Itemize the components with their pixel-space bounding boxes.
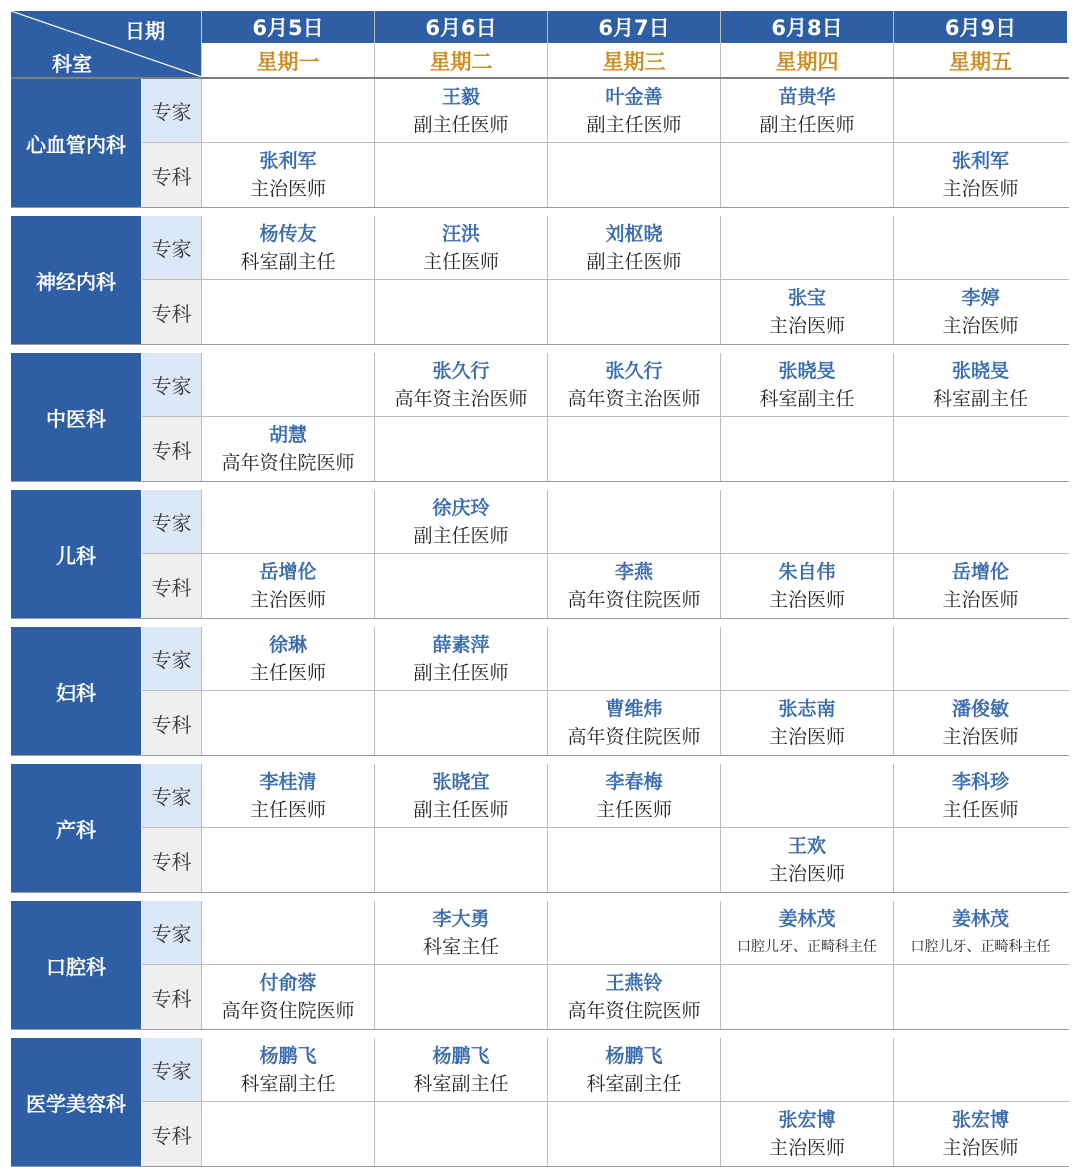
- schedule-cell: [548, 216, 721, 279]
- doctor-name: 付俞蓉: [259, 972, 317, 994]
- schedule-cell: [894, 353, 1067, 416]
- schedule-cell: [202, 627, 375, 690]
- row-type-label: 专科: [142, 965, 202, 1029]
- doctor-title: 口腔儿牙、正畸科主任: [737, 938, 877, 955]
- schedule-cell: [202, 490, 375, 553]
- department-rows: [142, 490, 1069, 618]
- row-type-label: 专科: [142, 554, 202, 618]
- day-column-header: [202, 11, 375, 77]
- doctor-title: 副主任医师: [413, 798, 509, 821]
- department-name: 中医科: [11, 353, 142, 481]
- doctor-name: 杨鹏飞: [259, 1044, 317, 1067]
- expert-row: [142, 1038, 1069, 1102]
- schedule-cell: [548, 901, 721, 964]
- doctor-name: 张宏博: [951, 1109, 1009, 1131]
- schedule-cell: [548, 1102, 721, 1166]
- schedule-cell: [375, 1102, 548, 1166]
- doctor-name: 刘枢晓: [605, 222, 663, 245]
- doctor-title: 科室副主任: [586, 1072, 682, 1095]
- doctor-name: 李桂清: [259, 770, 317, 793]
- schedule-cell: [894, 691, 1067, 755]
- schedule-cell: [202, 143, 375, 207]
- schedule-cell: [721, 1038, 894, 1101]
- doctor-title: 主治医师: [249, 178, 326, 200]
- specialty-row: [142, 417, 1069, 481]
- dept-axis-label: 科室: [52, 52, 92, 76]
- doctor-name: 李婷: [961, 287, 1000, 309]
- weekday-label: 星期二: [375, 44, 547, 77]
- weekday-label: 星期一: [202, 44, 374, 77]
- schedule-cell: [375, 627, 548, 690]
- doctor-name: 叶金善: [605, 85, 663, 108]
- schedule-cell: [721, 828, 894, 892]
- row-type-label: 专家: [142, 216, 202, 279]
- doctor-title: 高年资住院医师: [567, 726, 701, 748]
- weekday-label: 星期五: [894, 44, 1067, 77]
- doctor-name: 曹维炜: [605, 698, 663, 720]
- doctor-title: 科室副主任: [240, 250, 336, 273]
- department-name: 心血管内科: [11, 79, 142, 207]
- doctor-name: 姜林茂: [951, 907, 1009, 930]
- doctor-title: 主任医师: [249, 798, 326, 821]
- department-block: [11, 79, 1069, 208]
- doctor-title: 主治医师: [942, 178, 1019, 200]
- schedule-cell: [548, 627, 721, 690]
- doctor-title: 高年资住院医师: [221, 452, 355, 474]
- schedule-cell: [375, 353, 548, 416]
- doctor-title: 副主任医师: [759, 113, 855, 136]
- doctor-name: 徐庆玲: [432, 496, 490, 519]
- doctor-title: 主治医师: [768, 863, 845, 885]
- doctor-name: 张晓宜: [432, 770, 490, 793]
- schedule-cell: [375, 691, 548, 755]
- schedule-cell: [375, 216, 548, 279]
- schedule-cell: [894, 1102, 1067, 1166]
- doctor-title: 高年资住院医师: [221, 1000, 355, 1022]
- doctor-title: 科室副主任: [932, 387, 1028, 410]
- specialty-row: [142, 828, 1069, 892]
- doctor-name: 岳增伦: [951, 561, 1009, 583]
- doctor-title: 副主任医师: [586, 250, 682, 273]
- doctor-name: 杨鹏飞: [432, 1044, 490, 1067]
- doctor-title: 高年资主治医师: [567, 387, 701, 410]
- schedule-cell: [202, 353, 375, 416]
- schedule-cell: [375, 901, 548, 964]
- schedule-cell: [202, 280, 375, 344]
- doctor-name: 胡慧: [268, 424, 307, 446]
- doctor-title: 副主任医师: [413, 661, 509, 684]
- schedule-cell: [375, 490, 548, 553]
- row-type-label: 专家: [142, 627, 202, 690]
- expert-row: [142, 216, 1069, 280]
- schedule-cell: [548, 417, 721, 481]
- row-type-label: 专科: [142, 143, 202, 207]
- schedule-cell: [894, 627, 1067, 690]
- schedule-cell: [894, 79, 1067, 142]
- row-type-label: 专家: [142, 1038, 202, 1101]
- schedule-cell: [721, 490, 894, 553]
- schedule-cell: [894, 764, 1067, 827]
- schedule-cell: [375, 417, 548, 481]
- expert-row: [142, 627, 1069, 691]
- schedule-cell: [548, 143, 721, 207]
- schedule-cell: [548, 691, 721, 755]
- schedule-cell: [894, 828, 1067, 892]
- schedule-cell: [894, 280, 1067, 344]
- schedule-cell: [894, 143, 1067, 207]
- schedule-cell: [548, 554, 721, 618]
- date-axis-label: 日期: [125, 19, 165, 43]
- expert-row: [142, 901, 1069, 965]
- schedule-cell: [375, 554, 548, 618]
- schedule-cell: [721, 280, 894, 344]
- doctor-title: 主治医师: [942, 589, 1019, 611]
- row-type-label: 专科: [142, 828, 202, 892]
- doctor-name: 王毅: [441, 85, 480, 108]
- doctor-title: 主任医师: [249, 661, 326, 684]
- row-type-label: 专科: [142, 1102, 202, 1166]
- expert-row: [142, 79, 1069, 143]
- diagonal-divider: [11, 11, 202, 77]
- department-rows: [142, 764, 1069, 892]
- date-label: 6月7日: [548, 11, 720, 44]
- doctor-title: 副主任医师: [413, 524, 509, 547]
- department-rows: [142, 353, 1069, 481]
- doctor-name: 张利军: [259, 150, 317, 172]
- doctor-name: 李燕: [614, 561, 653, 583]
- doctor-name: 李大勇: [432, 907, 490, 930]
- doctor-title: 主治医师: [768, 726, 845, 748]
- schedule-cell: [375, 764, 548, 827]
- schedule-cell: [721, 764, 894, 827]
- doctor-title: 科室副主任: [240, 1072, 336, 1095]
- doctor-title: 高年资住院医师: [567, 589, 701, 611]
- department-block: [11, 353, 1069, 482]
- doctor-name: 张晓旻: [778, 359, 836, 382]
- schedule-cell: [894, 901, 1067, 964]
- specialty-row: [142, 691, 1069, 755]
- schedule-cell: [721, 554, 894, 618]
- schedule-cell: [894, 417, 1067, 481]
- doctor-name: 杨传友: [259, 222, 317, 245]
- specialty-row: [142, 143, 1069, 207]
- department-name: 神经内科: [11, 216, 142, 344]
- doctor-title: 副主任医师: [586, 113, 682, 136]
- doctor-title: 口腔儿牙、正畸科主任: [910, 938, 1051, 955]
- specialty-row: [142, 965, 1069, 1029]
- schedule-cell: [202, 901, 375, 964]
- department-rows: [142, 901, 1069, 1029]
- specialty-row: [142, 554, 1069, 618]
- schedule-cell: [202, 691, 375, 755]
- schedule-cell: [375, 965, 548, 1029]
- doctor-title: 主治医师: [768, 315, 845, 337]
- schedule-cell: [721, 1102, 894, 1166]
- schedule-cell: [202, 216, 375, 279]
- department-rows: [142, 627, 1069, 755]
- doctor-title: 主任医师: [422, 250, 499, 273]
- doctor-name: 汪洪: [441, 222, 480, 245]
- schedule-cell: [202, 1102, 375, 1166]
- doctor-title: 主治医师: [942, 726, 1019, 748]
- doctor-name: 王欢: [787, 835, 826, 857]
- table-header: [11, 11, 1069, 79]
- department-block: [11, 764, 1069, 893]
- department-name: 儿科: [11, 490, 142, 618]
- row-type-label: 专家: [142, 490, 202, 553]
- doctor-name: 姜林茂: [778, 907, 836, 930]
- doctor-title: 主治医师: [942, 315, 1019, 337]
- doctor-title: 主治医师: [942, 1137, 1019, 1159]
- doctor-title: 高年资主治医师: [394, 387, 528, 410]
- department-name: 医学美容科: [11, 1038, 142, 1166]
- schedule-cell: [721, 216, 894, 279]
- date-label: 6月5日: [202, 11, 374, 44]
- doctor-title: 高年资住院医师: [567, 1000, 701, 1022]
- schedule-cell: [894, 965, 1067, 1029]
- doctor-title: 主治医师: [768, 1137, 845, 1159]
- department-block: [11, 490, 1069, 619]
- doctor-title: 主治医师: [768, 589, 845, 611]
- date-label: 6月8日: [721, 11, 893, 44]
- schedule-table: [11, 11, 1069, 1167]
- doctor-title: 主治医师: [249, 589, 326, 611]
- doctor-name: 张利军: [951, 150, 1009, 172]
- schedule-cell: [721, 965, 894, 1029]
- doctor-name: 张宏博: [778, 1109, 836, 1131]
- schedule-cell: [202, 79, 375, 142]
- department-rows: [142, 216, 1069, 344]
- doctor-name: 徐琳: [268, 633, 307, 656]
- doctor-title: 主任医师: [595, 798, 672, 821]
- doctor-name: 张久行: [605, 359, 663, 382]
- day-column-header: [721, 11, 894, 77]
- schedule-cell: [548, 79, 721, 142]
- schedule-cell: [548, 828, 721, 892]
- row-type-label: 专家: [142, 901, 202, 964]
- schedule-cell: [721, 79, 894, 142]
- specialty-row: [142, 280, 1069, 344]
- schedule-cell: [721, 353, 894, 416]
- schedule-cell: [548, 280, 721, 344]
- weekday-label: 星期三: [548, 44, 720, 77]
- row-type-label: 专科: [142, 280, 202, 344]
- schedule-cell: [548, 490, 721, 553]
- department-name: 产科: [11, 764, 142, 892]
- doctor-name: 杨鹏飞: [605, 1044, 663, 1067]
- doctor-title: 科室副主任: [413, 1072, 509, 1095]
- schedule-cell: [202, 554, 375, 618]
- schedule-cell: [202, 965, 375, 1029]
- schedule-cell: [202, 828, 375, 892]
- schedule-cell: [721, 901, 894, 964]
- date-label: 6月6日: [375, 11, 547, 44]
- day-column-header: [375, 11, 548, 77]
- schedule-cell: [202, 764, 375, 827]
- doctor-name: 岳增伦: [259, 561, 317, 583]
- doctor-name: 王燕铃: [605, 972, 663, 994]
- schedule-cell: [202, 417, 375, 481]
- expert-row: [142, 353, 1069, 417]
- row-type-label: 专科: [142, 417, 202, 481]
- schedule-cell: [894, 490, 1067, 553]
- schedule-cell: [894, 216, 1067, 279]
- schedule-cell: [548, 965, 721, 1029]
- schedule-cell: [375, 1038, 548, 1101]
- doctor-title: 科室副主任: [759, 387, 855, 410]
- schedule-cell: [548, 1038, 721, 1101]
- doctor-name: 张晓旻: [951, 359, 1009, 382]
- day-column-header: [894, 11, 1067, 77]
- doctor-name: 张久行: [432, 359, 490, 382]
- doctor-name: 薛素萍: [432, 633, 490, 656]
- day-column-header: [548, 11, 721, 77]
- department-name: 妇科: [11, 627, 142, 755]
- table-body: [11, 79, 1069, 1167]
- doctor-name: 张宝: [787, 287, 826, 309]
- schedule-cell: [375, 280, 548, 344]
- schedule-cell: [548, 764, 721, 827]
- schedule-cell: [721, 691, 894, 755]
- schedule-cell: [548, 353, 721, 416]
- doctor-title: 科室主任: [422, 935, 499, 958]
- department-rows: [142, 1038, 1069, 1166]
- doctor-name: 苗贵华: [778, 85, 836, 108]
- doctor-name: 潘俊敏: [951, 698, 1009, 720]
- doctor-name: 李春梅: [605, 770, 663, 793]
- doctor-title: 主任医师: [942, 798, 1019, 821]
- expert-row: [142, 764, 1069, 828]
- doctor-name: 张志南: [778, 698, 836, 720]
- schedule-cell: [375, 143, 548, 207]
- doctor-title: 副主任医师: [413, 113, 509, 136]
- department-block: [11, 901, 1069, 1030]
- schedule-cell: [721, 627, 894, 690]
- row-type-label: 专家: [142, 353, 202, 416]
- schedule-cell: [721, 143, 894, 207]
- schedule-cell: [375, 79, 548, 142]
- doctor-name: 朱自伟: [778, 561, 836, 583]
- row-type-label: 专家: [142, 79, 202, 142]
- row-type-label: 专家: [142, 764, 202, 827]
- row-type-label: 专科: [142, 691, 202, 755]
- department-block: [11, 1038, 1069, 1167]
- department-rows: [142, 79, 1069, 207]
- schedule-cell: [375, 828, 548, 892]
- expert-row: [142, 490, 1069, 554]
- department-name: 口腔科: [11, 901, 142, 1029]
- corner-header-cell: [11, 11, 202, 77]
- schedule-cell: [894, 1038, 1067, 1101]
- specialty-row: [142, 1102, 1069, 1166]
- department-block: [11, 216, 1069, 345]
- schedule-cell: [894, 554, 1067, 618]
- doctor-name: 李科珍: [951, 770, 1009, 793]
- department-block: [11, 627, 1069, 756]
- date-label: 6月9日: [894, 11, 1067, 44]
- schedule-cell: [721, 417, 894, 481]
- weekday-label: 星期四: [721, 44, 893, 77]
- schedule-cell: [202, 1038, 375, 1101]
